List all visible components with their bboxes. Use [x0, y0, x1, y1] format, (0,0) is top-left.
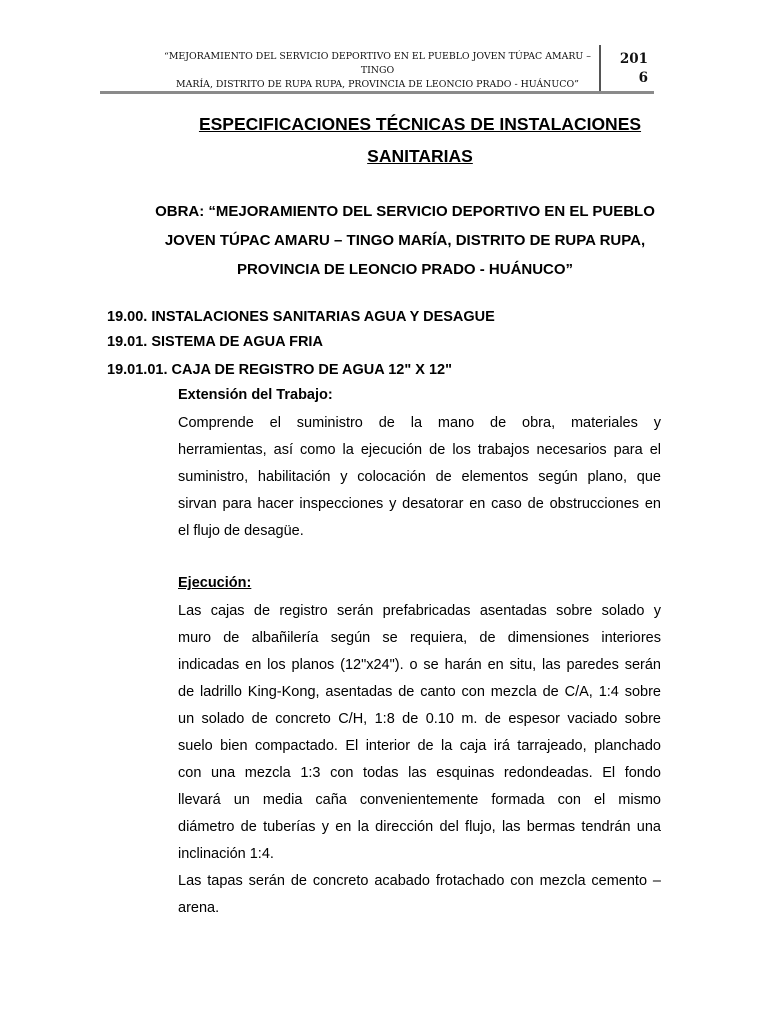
section-heading-19-00: 19.00. INSTALACIONES SANITARIAS AGUA Y DESAGUE: [107, 309, 495, 325]
ejecucion-line: Las cajas de registro serán prefabricadas asentadas sobre solado y: [178, 603, 661, 619]
header-year: [612, 50, 648, 88]
ejecucion-line: Las tapas serán de concreto acabado frotachado con mezcla cemento –: [178, 873, 661, 889]
extension-paragraph: [178, 410, 661, 545]
extension-line: sirvan para hacer inspecciones y desatorar en caso de obstrucciones en: [178, 496, 661, 512]
ejecucion-line: de ladrillo King-Kong, asentadas de canto con mezcla de C/A, 1:4 sobre: [178, 684, 661, 700]
header-year-line-2: 6: [638, 70, 648, 86]
header-project-line-1: “MEJORAMIENTO DEL SERVICIO DEPORTIVO EN EL PUEBLO JOVEN TÚPAC AMARU – TINGO: [164, 51, 591, 76]
section-heading-19-01: 19.01. SISTEMA DE AGUA FRIA: [107, 334, 323, 350]
running-header: [160, 50, 595, 92]
extension-line: el flujo de desagüe.: [178, 523, 304, 539]
header-year-line-1: 201: [619, 51, 648, 67]
ejecucion-line: suelo bien compactado. El interior de la caja irá tarrajeado, planchado: [178, 738, 661, 754]
extension-line: suministro, habilitación y colocación de elementos según plano, que: [178, 469, 661, 485]
ejecucion-line: indicadas en los planos (12"x24"). o se harán en situ, las paredes serán: [178, 657, 661, 673]
extension-line: herramientas, así como la ejecución de los trabajos necesarios para el: [178, 442, 661, 458]
extension-line: Comprende el suministro de la mano de obra, materiales y: [178, 415, 661, 431]
obra-line-3: PROVINCIA DE LEONCIO PRADO - HUÁNUCO”: [236, 261, 574, 278]
ejecucion-line: diámetro de tuberías y en la dirección del flujo, las bermas tendrán una: [178, 819, 661, 835]
obra-block: [110, 197, 700, 284]
title-line-1: ESPECIFICACIONES TÉCNICAS DE INSTALACIONES: [198, 114, 642, 134]
obra-line-2: JOVEN TÚPAC AMARU – TINGO MARÍA, DISTRITO DE RUPA RUPA,: [164, 232, 646, 249]
ejecucion-line: un solado de concreto C/H, 1:8 de 0.10 m. de espesor vaciado sobre: [178, 711, 661, 727]
section-heading-19-01-01: 19.01.01. CAJA DE REGISTRO DE AGUA 12" X 12": [107, 362, 452, 378]
ejecucion-paragraph: [178, 598, 661, 922]
header-divider-vertical: [599, 45, 601, 93]
document-title: [110, 108, 730, 172]
ejecucion-line: con una mezcla 1:3 con todas las esquinas redondeadas. El fondo: [178, 765, 661, 781]
extension-heading: Extensión del Trabajo:: [178, 387, 333, 403]
header-project-line-2: MARÍA, DISTRITO DE RUPA RUPA, PROVINCIA DE LEONCIO PRADO - HUÁNUCO”: [176, 79, 579, 90]
ejecucion-line: arena.: [178, 900, 220, 916]
ejecucion-line: inclinación 1:4.: [178, 846, 274, 862]
obra-line-1: OBRA: “MEJORAMIENTO DEL SERVICIO DEPORTIVO EN EL PUEBLO: [155, 203, 655, 220]
ejecucion-line: muro de albañilería según se requiera, de dimensiones interiores: [178, 630, 661, 646]
ejecucion-heading: Ejecución:: [178, 575, 252, 591]
header-rule: [100, 91, 654, 94]
ejecucion-line: llevará un media caña convenientemente formada con el mismo: [178, 792, 661, 808]
title-line-2: SANITARIAS: [367, 146, 473, 166]
